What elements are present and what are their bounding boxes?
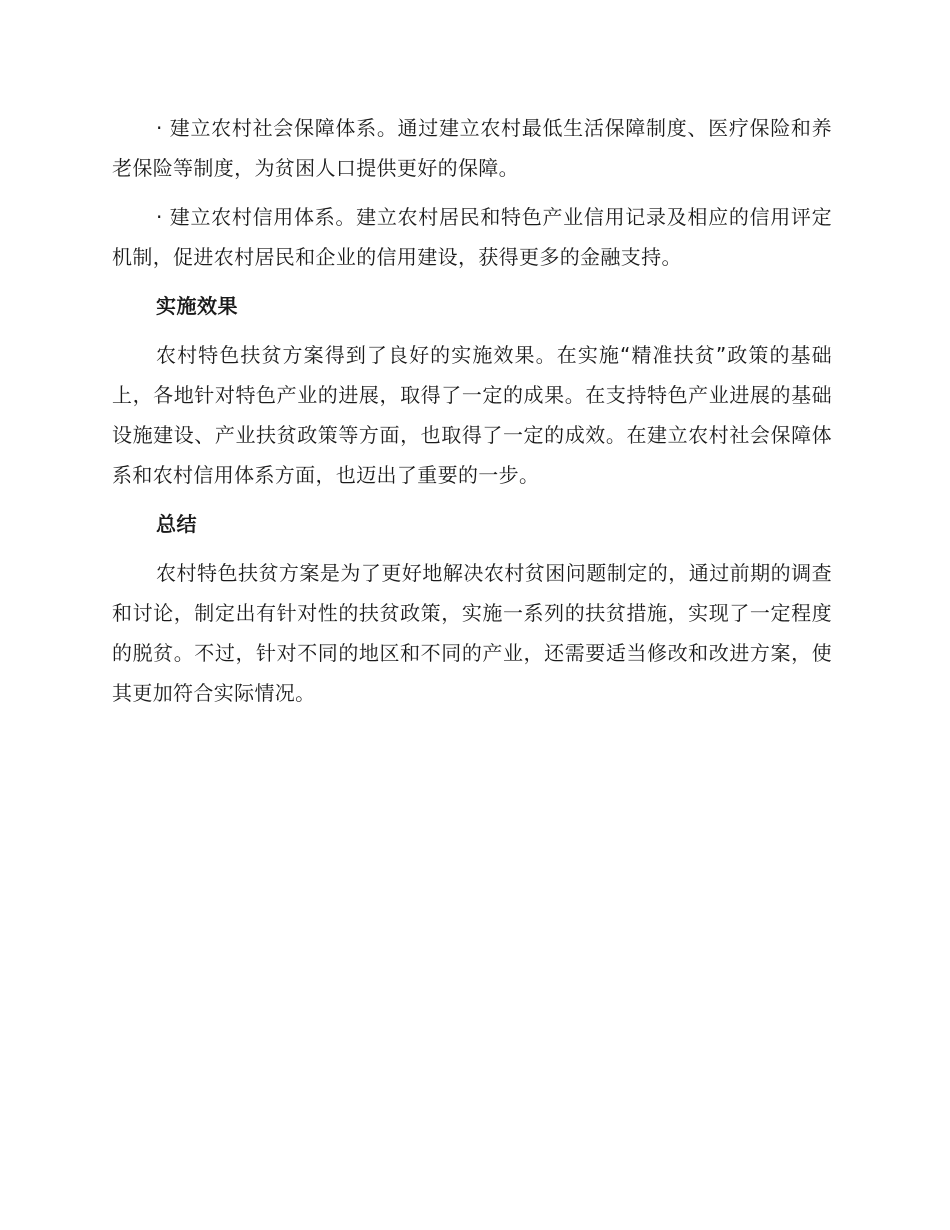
document-page <box>112 108 832 713</box>
heading-implementation-effect: 实施效果 <box>156 294 238 318</box>
bullet-social-security: · 建立农村社会保障体系。通过建立农村最低生活保障制度、医疗保险和养老保险等制度，为贫困人口提供更好的保障。 <box>112 116 832 180</box>
paragraph-summary: 农村特色扶贫方案是为了更好地解决农村贫困问题制定的，通过前期的调查和讨论，制定出有针对性的扶贫政策，实施一系列的扶贫措施，实现了一定程度的脱贫。不过，针对不同的地区和不同的产业，还需要适当修改和改进方案，使其更加符合实际情况。 <box>112 561 832 705</box>
paragraph-implementation-effect: 农村特色扶贫方案得到了良好的实施效果。在实施“精准扶贫”政策的基础上，各地针对特色产业的进展，取得了一定的成果。在支持特色产业进展的基础设施建设、产业扶贫政策等方面，也取得了一定的成效。在建立农村社会保障体系和农村信用体系方面，也迈出了重要的一步。 <box>112 343 832 487</box>
bullet-credit-system: · 建立农村信用体系。建立农村居民和特色产业信用记录及相应的信用评定机制，促进农村居民和企业的信用建设，获得更多的金融支持。 <box>112 205 832 269</box>
heading-summary: 总结 <box>156 512 197 536</box>
